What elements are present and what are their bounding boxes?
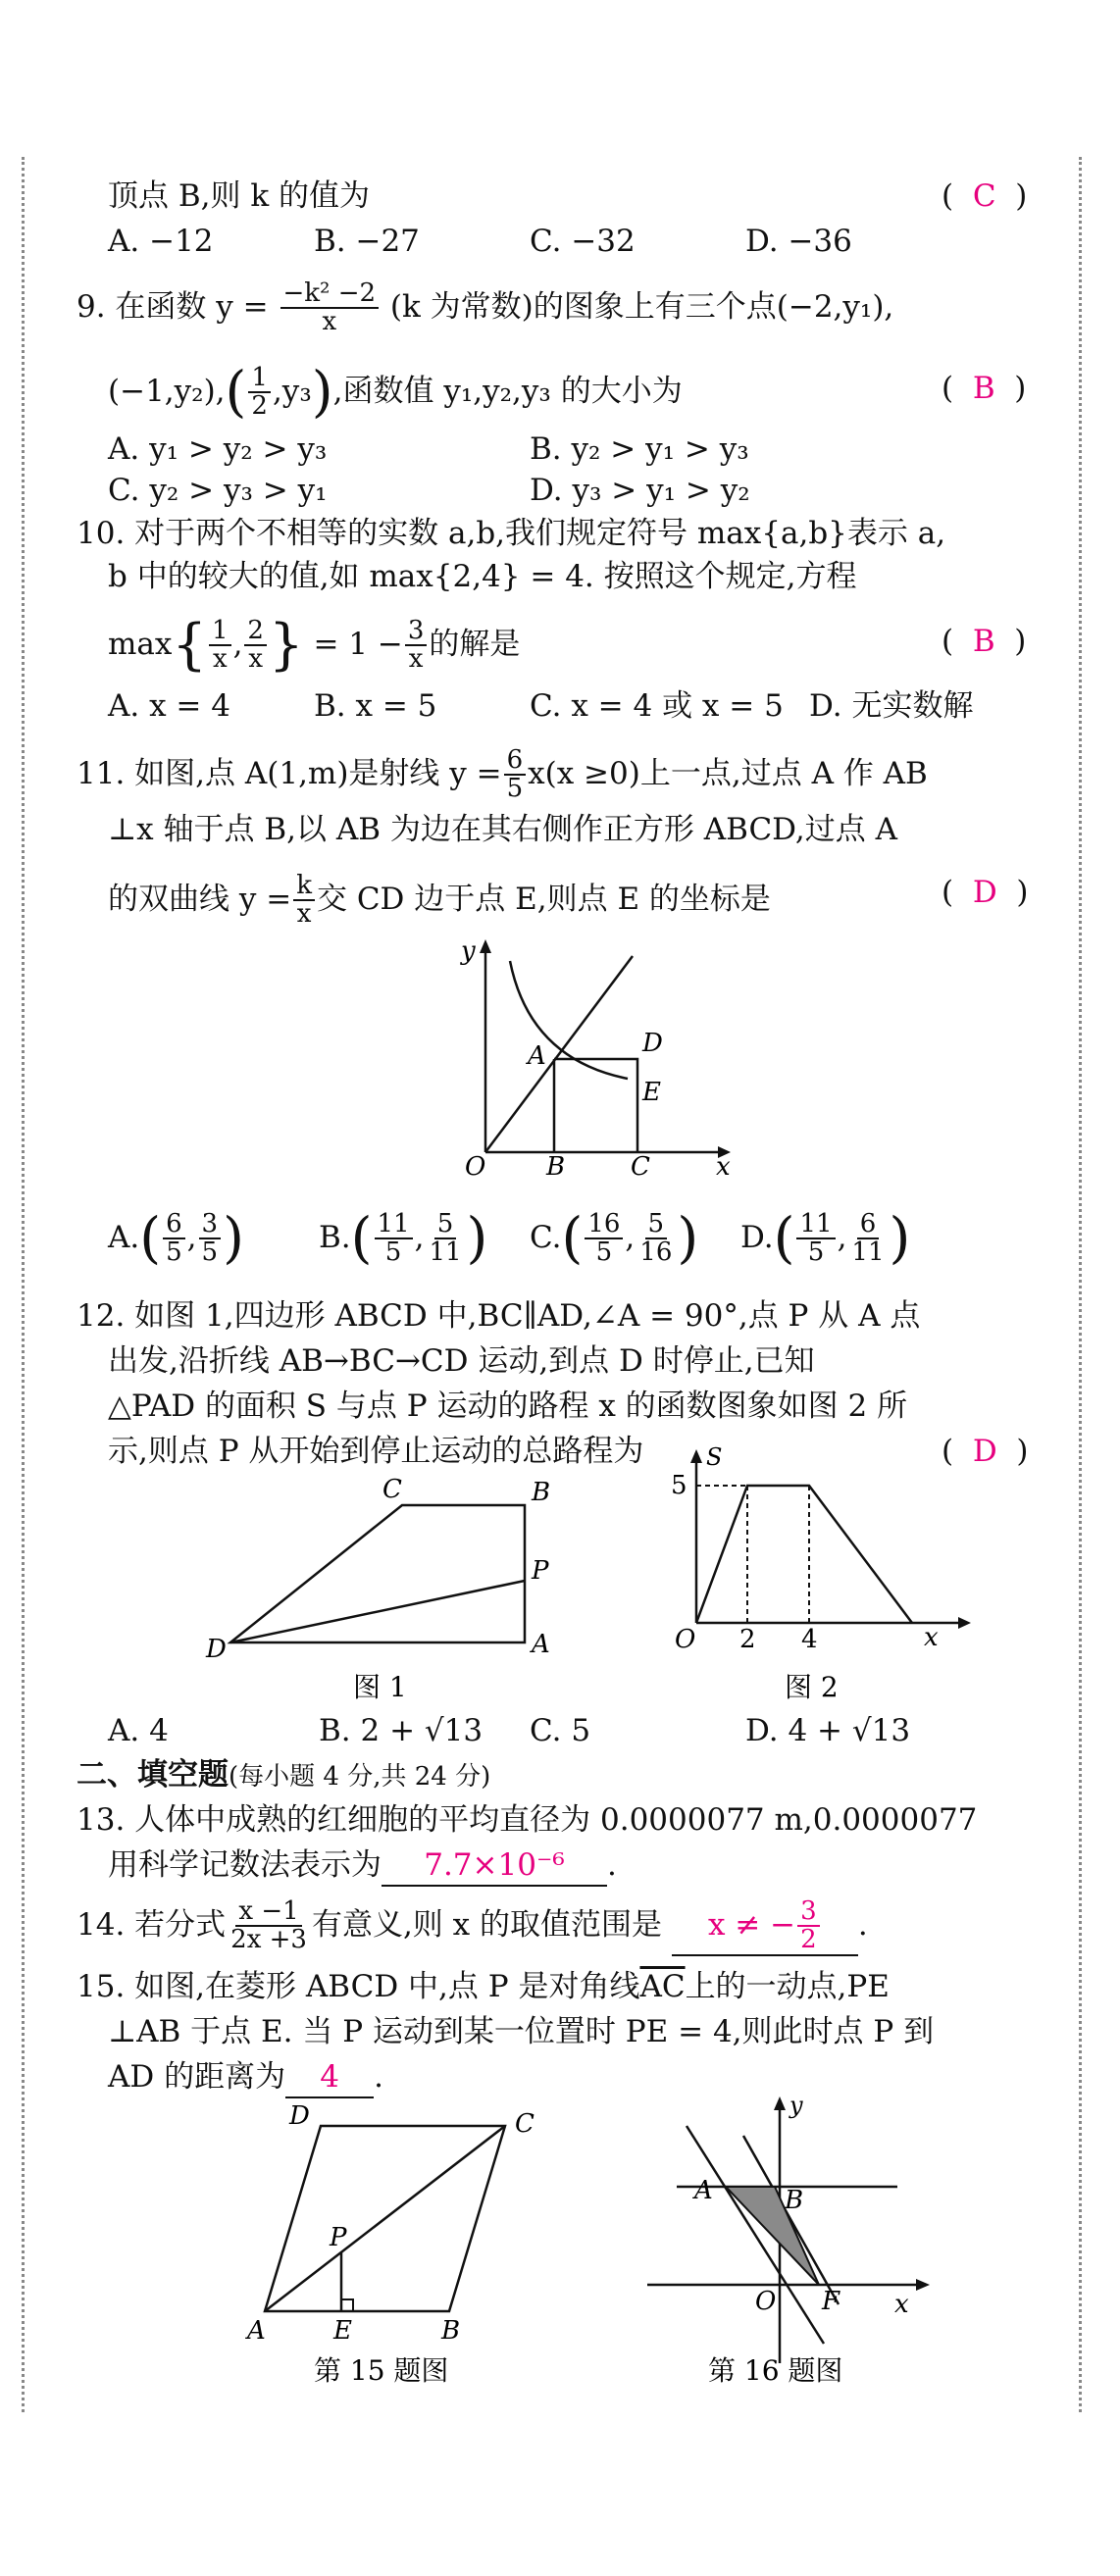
shaded-triangle <box>726 2187 819 2285</box>
label-c: C <box>631 1152 650 1177</box>
label-e: E <box>642 1078 661 1107</box>
label-d: D <box>206 1635 227 1664</box>
graph-line <box>696 1486 912 1623</box>
q8-option-a: A. −12 <box>108 224 214 259</box>
q15-line2: ⊥AB 于点 E. 当 P 运动到某一位置时 PE = 4,则此时点 P 到 <box>108 2014 935 2049</box>
q8-option-d: D. −36 <box>745 224 852 259</box>
q10-line2: b 中的较大的值,如 max{2,4} = 4. 按照这个规定,方程 <box>108 559 857 594</box>
q12-line3: △PAD 的面积 S 与点 P 运动的路程 x 的函数图象如图 2 所 <box>108 1389 908 1424</box>
label-e: E <box>333 2316 352 2346</box>
q12-option-d: D. 4 + √13 <box>745 1713 911 1748</box>
segment-dp <box>230 1581 525 1642</box>
q13-answer: 7.7×10⁻⁶ <box>382 1845 607 1887</box>
q11-line1: 11. 如图,点 A(1,m)是射线 y = $\frac{6}{5}$ x(x ≥0)上一点,过点 A 作 AB <box>76 745 928 804</box>
q8-answer: ( C ) <box>942 178 1028 214</box>
label-c: C <box>382 1475 402 1504</box>
label-p: P <box>532 1556 549 1586</box>
label-a: A <box>528 1041 546 1071</box>
label-o: O <box>675 1625 696 1654</box>
square-top-right <box>554 1059 637 1152</box>
q10-option-b: B. x = 5 <box>314 688 437 724</box>
q10-option-a: A. x = 4 <box>108 688 230 724</box>
q11-option-d: D.( $\frac{11}{5}$ , $\frac{6}{11}$ ) <box>740 1206 911 1271</box>
q9-line1: 9. 在函数 y = $\frac{\text{−k² −2}}{x}$ (k 为常数)的图象上有三个点(−2,y₁), <box>76 278 894 337</box>
label-d: D <box>289 2101 310 2131</box>
q12-line2: 出发,沿折线 AB→BC→CD 运动,到点 D 时停止,已知 <box>108 1343 815 1379</box>
q8-option-b: B. −27 <box>314 224 420 259</box>
diagonal-ac <box>265 2126 505 2311</box>
q10-option-d: D. 无实数解 <box>809 688 974 724</box>
q12-line1: 12. 如图 1,四边形 ABCD 中,BC∥AD,∠A = 90°,点 P 从 A 点 <box>76 1298 921 1334</box>
y-axis-arrow <box>690 1449 702 1463</box>
y-axis-arrow <box>774 2096 786 2110</box>
q9-option-d: D. y₃ > y₁ > y₂ <box>530 473 750 508</box>
q10-line3: max{ $\frac{1}{x}$ , $\frac{2}{x}$ } = 1 − $\frac{3}{x}$ 的解是 <box>108 613 521 678</box>
q15-line1: 15. 如图,在菱形 ABCD 中,点 P 是对角线$\overline{AC}$上的一动点,PE <box>76 1969 890 2004</box>
label-b: B <box>532 1478 551 1507</box>
label-5: 5 <box>671 1471 687 1500</box>
label-o: O <box>465 1152 486 1177</box>
q15-caption: 第 15 题图 <box>314 2354 449 2387</box>
label-a: A <box>532 1630 550 1659</box>
ray <box>485 956 633 1152</box>
q9-line2: (−1,y₂),( $\frac{1}{2}$ ,y₃),函数值 y₁,y₂,y₃ 的大小为 <box>108 360 683 425</box>
q12-option-b: B. 2 + √13 <box>319 1713 484 1748</box>
label-x: x <box>716 1152 731 1177</box>
section2-heading: 二、填空题(每小题 4 分,共 24 分) <box>76 1757 491 1793</box>
q15-figure <box>235 2098 569 2393</box>
q12-line4: 示,则点 P 从开始到停止运动的总路程为 <box>108 1434 644 1469</box>
label-a: A <box>694 2176 713 2205</box>
q14-answer: x ≠ − $\frac{3}{2}$ <box>672 1898 858 1956</box>
label-c: C <box>515 2109 535 2139</box>
q12-option-a: A. 4 <box>108 1713 169 1748</box>
q16-figure <box>637 2089 951 2393</box>
q14-line: 14. 若分式 $\frac{x -1}{2x +3}$ 有意义,则 x 的取值范围是 x ≠ − $\frac{3}{2}$ . <box>76 1896 868 1955</box>
label-x: x <box>924 1623 939 1652</box>
q15-answer: 4 <box>285 2057 374 2098</box>
q9-option-c: C. y₂ > y₃ > y₁ <box>108 473 328 508</box>
trapezoid-abcd <box>230 1505 525 1642</box>
q12-figure-2 <box>647 1441 981 1706</box>
q11-option-a: A.( $\frac{6}{5}$ , $\frac{3}{5}$ ) <box>108 1206 244 1271</box>
q10-option-c: C. x = 4 或 x = 5 <box>530 688 784 724</box>
q15-line3: AD 的距离为 4 . <box>108 2057 383 2098</box>
q9-answer: ( B ) <box>942 371 1027 406</box>
q12-option-c: C. 5 <box>530 1713 591 1748</box>
label-y: y <box>461 936 476 966</box>
q16-caption: 第 16 题图 <box>708 2354 843 2387</box>
label-b: B <box>441 2316 461 2346</box>
q12-answer: ( D ) <box>942 1434 1029 1469</box>
label-f: F <box>822 2287 840 2316</box>
q10-line1: 10. 对于两个不相等的实数 a,b,我们规定符号 max{a,b}表示 a, <box>76 516 946 551</box>
q8-tail: 顶点 B,则 k 的值为 <box>108 178 370 214</box>
label-d: D <box>642 1029 663 1058</box>
x-axis-arrow <box>958 1617 971 1629</box>
label-p: P <box>330 2223 347 2252</box>
label-o: O <box>755 2287 777 2316</box>
q11-answer: ( D ) <box>942 875 1029 910</box>
q13-line1: 13. 人体中成熟的红细胞的平均直径为 0.0000077 m,0.0000077 <box>76 1802 978 1838</box>
q10-answer: ( B ) <box>942 624 1027 659</box>
x-axis-arrow <box>916 2279 930 2291</box>
q11-option-b: B.( $\frac{11}{5}$ , $\frac{5}{11}$ ) <box>319 1206 488 1271</box>
label-x: x <box>894 2290 909 2319</box>
q9-option-b: B. y₂ > y₁ > y₃ <box>530 431 749 467</box>
q12-figure-1 <box>186 1471 579 1706</box>
left-dotted-border <box>22 157 25 2412</box>
q11-line3: 的双曲线 y = $\frac{k}{x}$ 交 CD 边于点 E,则点 E 的坐标是 <box>108 871 771 930</box>
q11-figure <box>432 932 745 1177</box>
label-s: S <box>706 1443 723 1471</box>
fig2-caption: 图 2 <box>785 1671 839 1703</box>
q8-option-c: C. −32 <box>530 224 636 259</box>
right-angle-mark <box>341 2299 353 2311</box>
label-y: y <box>789 2092 803 2119</box>
q13-line2: 用科学记数法表示为 7.7×10⁻⁶ . <box>108 1845 617 1887</box>
right-dotted-border <box>1079 157 1082 2412</box>
q11-line2: ⊥x 轴于点 B,以 AB 为边在其右侧作正方形 ABCD,过点 A <box>108 812 898 847</box>
fig1-caption: 图 1 <box>353 1671 407 1703</box>
label-2: 2 <box>739 1625 756 1654</box>
label-b: B <box>785 2186 804 2215</box>
q9-option-a: A. y₁ > y₂ > y₃ <box>108 431 328 467</box>
y-axis-arrow <box>480 939 491 953</box>
label-b: B <box>546 1152 566 1177</box>
q11-option-c: C.( $\frac{16}{5}$ , $\frac{5}{16}$ ) <box>530 1206 699 1271</box>
label-4: 4 <box>801 1625 818 1654</box>
label-a: A <box>247 2316 266 2346</box>
